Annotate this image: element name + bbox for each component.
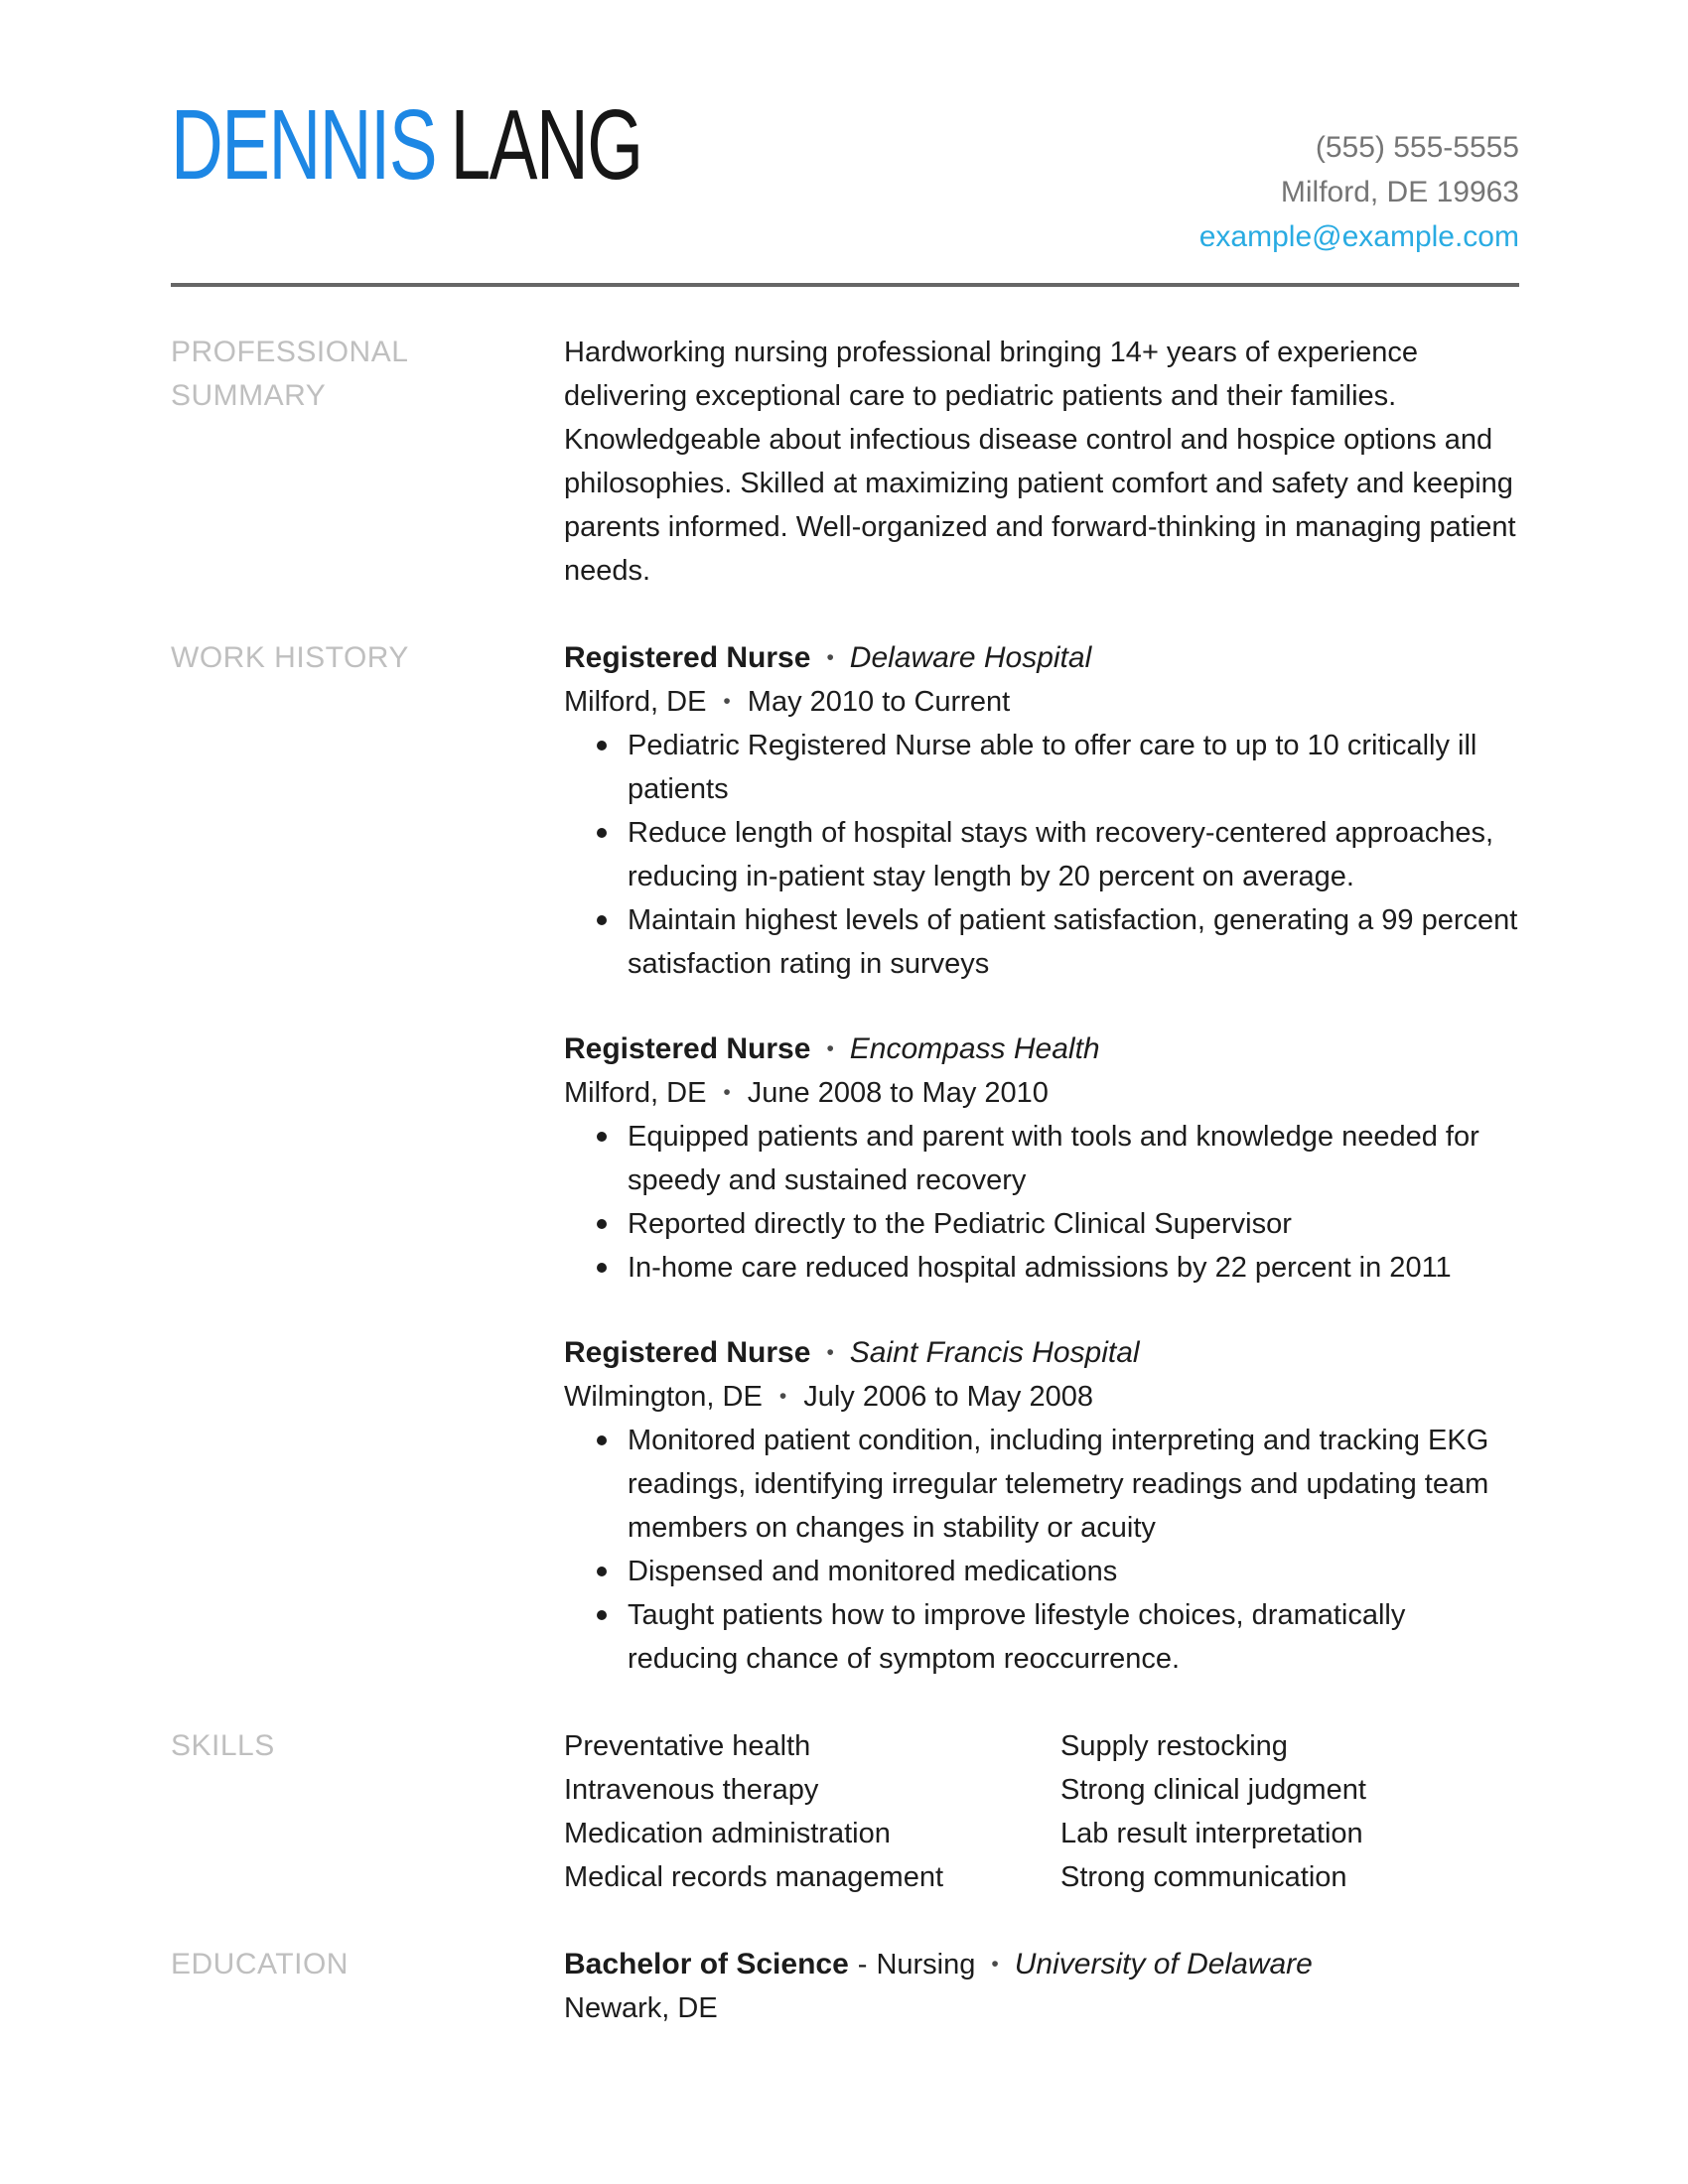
job-title: Registered Nurse [564,1032,811,1065]
bullet-icon [597,1263,607,1273]
skills-content [564,1724,1557,1899]
job-head [564,636,1519,680]
education-school: University of Delaware [1014,1948,1313,1980]
dot-separator: • [826,646,834,669]
section-professional-summary [171,331,1519,593]
job-bullet-list [564,1419,1519,1681]
hyphen-separator: - [857,1949,868,1980]
job-entry [564,636,1519,986]
skill-item: Strong clinical judgment [1060,1774,1366,1806]
job-bullet [564,811,1519,898]
contact-phone: (555) 555-5555 [1315,131,1519,164]
job-company: Encompass Health [849,1032,1100,1065]
bullet-icon [597,1435,607,1445]
job-company: Saint Francis Hospital [849,1336,1140,1369]
header [171,89,1519,259]
job-location: Milford, DE [564,1077,707,1109]
section-label-skills: SKILLS [171,1729,275,1762]
dot-separator: • [778,1385,787,1408]
skills-column-2 [1060,1724,1557,1899]
dot-separator: • [991,1953,999,1976]
job-head [564,1027,1519,1071]
job-bullet-text: Pediatric Registered Nurse able to offer care to up to 10 critically ill patients [628,730,1477,805]
summary-text: Hardworking nursing professional bringing 14+ years of experience delivering exceptional care to pediatric patients and their families. Knowledgeable about infectious disease control and hospice options and philosophies. Skilled at maximizing patient comfort and safety and keeping parents informed. Well-organized and forward-thinking in managing patient needs. [564,337,1516,587]
job-sub-line [564,1375,1519,1419]
section-label-education: EDUCATION [171,1948,349,1980]
contact-email-link[interactable]: example@example.com [1198,220,1519,253]
skill-item: Medication administration [564,1818,891,1849]
job-bullet-text: Monitored patient condition, including interpreting and tracking EKG readings, identifying irregular telemetry readings and updating team members on changes in stability or acuity [628,1425,1489,1544]
job-location: Milford, DE [564,686,707,718]
job-bullet-text: In-home care reduced hospital admissions by 22 percent in 2011 [628,1252,1452,1284]
job-bullet-text: Taught patients how to improve lifestyle choices, dramatically reducing chance of symptom reoccurrence. [628,1599,1406,1675]
dot-separator: • [826,1037,834,1060]
job-bullet-text: Equipped patients and parent with tools and knowledge needed for speedy and sustained recovery [628,1121,1479,1196]
section-label-professional-summary: PROFESSIONAL SUMMARY [171,336,408,412]
job-bullet-text: Reduce length of hospital stays with recovery-centered approaches, reducing in-patient stay length by 20 percent on average. [628,817,1494,892]
job-bullet [564,1419,1519,1550]
work-history-content [564,636,1519,1681]
job-bullet-text: Maintain highest levels of patient satisfaction, generating a 99 percent satisfaction rating in surveys [628,904,1518,980]
section-work-history [171,636,1519,1681]
first-name: DENNIS [171,89,437,201]
bullet-icon [597,1610,607,1620]
job-dates: July 2006 to May 2008 [803,1381,1093,1413]
last-name: LANG [450,89,642,201]
section-label-work-history: WORK HISTORY [171,641,409,674]
skill-item: Strong communication [1060,1861,1347,1893]
bullet-icon [597,1567,607,1576]
job-bullet-text: Reported directly to the Pediatric Clinical Supervisor [628,1208,1292,1240]
job-bullet [564,1593,1519,1681]
job-bullet-list [564,1115,1519,1290]
skill-item: Preventative health [564,1730,811,1762]
job-entry [564,1027,1519,1290]
job-bullet [564,1115,1519,1202]
person-name [171,89,642,201]
header-divider [171,283,1519,287]
dot-separator: • [826,1341,834,1364]
bullet-icon [597,1219,607,1229]
skill-item: Medical records management [564,1861,944,1893]
dot-separator: • [723,690,731,713]
job-bullet [564,1550,1519,1593]
bullet-icon [597,1132,607,1142]
skill-item: Intravenous therapy [564,1774,819,1806]
job-bullet-list [564,724,1519,986]
job-title: Registered Nurse [564,641,811,674]
job-entry [564,1331,1519,1681]
job-bullet [564,1246,1519,1290]
contact-location: Milford, DE 19963 [1280,176,1519,208]
education-field: Nursing [876,1949,976,1980]
job-bullet [564,898,1519,986]
skills-column-1 [564,1724,1060,1899]
job-bullet-text: Dispensed and monitored medications [628,1556,1118,1587]
bullet-icon [597,915,607,925]
job-dates: May 2010 to Current [747,686,1011,718]
contact-block [1199,99,1519,259]
job-company: Delaware Hospital [849,641,1092,674]
education-content [564,1943,1519,2030]
education-head [564,1943,1519,1986]
bullet-icon [597,741,607,751]
job-sub-line [564,1071,1519,1115]
section-skills [171,1724,1519,1899]
job-dates: June 2008 to May 2010 [747,1077,1049,1109]
job-sub-line [564,680,1519,724]
job-location: Wilmington, DE [564,1381,763,1413]
job-bullet [564,1202,1519,1246]
job-title: Registered Nurse [564,1336,811,1369]
section-education [171,1943,1519,2030]
skill-item: Supply restocking [1060,1730,1288,1762]
education-degree: Bachelor of Science [564,1948,849,1980]
job-head [564,1331,1519,1375]
job-bullet [564,724,1519,811]
skill-item: Lab result interpretation [1060,1818,1363,1849]
bullet-icon [597,828,607,838]
professional-summary-content [564,331,1519,593]
dot-separator: • [723,1081,731,1104]
education-location: Newark, DE [564,1992,718,2024]
